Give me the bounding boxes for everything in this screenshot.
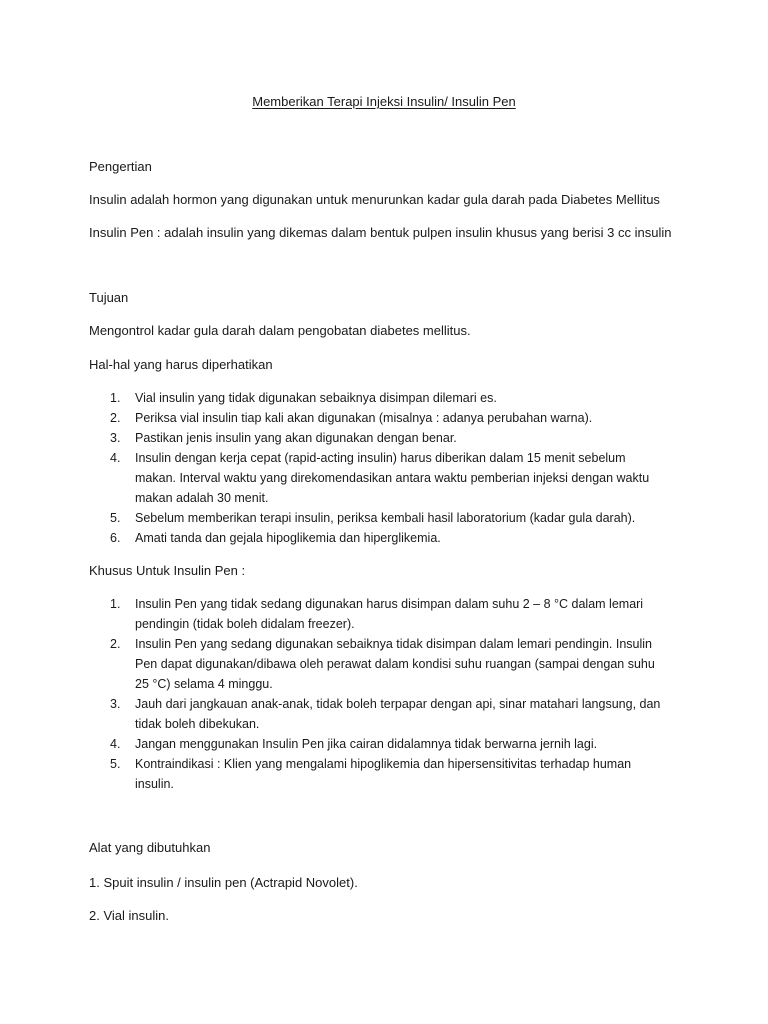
list-item bbox=[110, 754, 670, 794]
list-item-text: Amati tanda dan gejala hipoglikemia dan hiperglikemia. bbox=[135, 531, 441, 545]
list-item-text: Insulin Pen yang tidak sedang digunakan harus disimpan dalam suhu 2 – 8 °C dalam lemari pendingin (tidak boleh didalam freezer). bbox=[135, 597, 644, 631]
list-item bbox=[110, 594, 670, 634]
list-item-number: 1. bbox=[110, 597, 121, 611]
list-item bbox=[110, 508, 670, 528]
hal-hal-heading: Hal-hal yang harus diperhatikan bbox=[89, 357, 273, 372]
khusus-list bbox=[110, 594, 670, 794]
list-item-number: 1. bbox=[110, 391, 121, 405]
list-item-number: 5. bbox=[110, 757, 121, 771]
list-item-text: Pastikan jenis insulin yang akan digunakan dengan benar. bbox=[135, 431, 457, 445]
list-item bbox=[110, 408, 670, 428]
list-item-number: 3. bbox=[110, 431, 121, 445]
list-item-text: Jangan menggunakan Insulin Pen jika cairan didalamnya tidak berwarna jernih lagi. bbox=[135, 737, 598, 751]
list-item-number: 5. bbox=[110, 511, 121, 525]
list-item bbox=[110, 388, 670, 408]
pengertian-line-2: Insulin Pen : adalah insulin yang dikemas dalam bentuk pulpen insulin khusus yang berisi 3 cc insulin bbox=[89, 225, 672, 240]
list-item-text: Insulin dengan kerja cepat (rapid-acting insulin) harus diberikan dalam 15 menit sebelum makan. Interval waktu yang direkomendasikan antara waktu pemberian injeksi dengan waktu makan adalah 30 menit. bbox=[135, 451, 650, 505]
list-item bbox=[110, 528, 670, 548]
tujuan-heading: Tujuan bbox=[89, 290, 129, 305]
list-item-text: Periksa vial insulin tiap kali akan digunakan (misalnya : adanya perubahan warna). bbox=[135, 411, 593, 425]
list-item-text: Jauh dari jangkauan anak-anak, tidak boleh terpapar dengan api, sinar matahari langsung, dan tidak boleh dibekukan. bbox=[135, 697, 661, 731]
list-item-number: 4. bbox=[110, 737, 121, 751]
alat-item-2: 2. Vial insulin. bbox=[89, 908, 169, 923]
pengertian-heading: Pengertian bbox=[89, 159, 152, 174]
list-item-text: Sebelum memberikan terapi insulin, periksa kembali hasil laboratorium (kadar gula darah). bbox=[135, 511, 636, 525]
hal-hal-list bbox=[110, 388, 670, 548]
list-item-number: 2. bbox=[110, 637, 121, 651]
list-item bbox=[110, 734, 670, 754]
list-item bbox=[110, 694, 670, 734]
list-item bbox=[110, 448, 670, 508]
document-title: Memberikan Terapi Injeksi Insulin/ Insulin Pen bbox=[252, 94, 516, 109]
pengertian-line-1: Insulin adalah hormon yang digunakan untuk menurunkan kadar gula darah pada Diabetes Mellitus bbox=[89, 192, 660, 207]
alat-item-1: 1. Spuit insulin / insulin pen (Actrapid Novolet). bbox=[89, 875, 358, 890]
list-item-number: 6. bbox=[110, 531, 121, 545]
list-item-number: 2. bbox=[110, 411, 121, 425]
list-item-text: Insulin Pen yang sedang digunakan sebaiknya tidak disimpan dalam lemari pendingin. Insulin Pen dapat digunakan/dibawa oleh perawat dalam kondisi suhu ruangan (sampai dengan suhu 25 °C) selama 4 minggu. bbox=[135, 637, 655, 691]
list-item-number: 3. bbox=[110, 697, 121, 711]
list-item-number: 4. bbox=[110, 451, 121, 465]
list-item bbox=[110, 428, 670, 448]
alat-heading: Alat yang dibutuhkan bbox=[89, 840, 211, 855]
tujuan-text: Mengontrol kadar gula darah dalam pengobatan diabetes mellitus. bbox=[89, 323, 471, 338]
list-item-text: Kontraindikasi : Klien yang mengalami hipoglikemia dan hipersensitivitas terhadap human insulin. bbox=[135, 757, 632, 791]
list-item bbox=[110, 634, 670, 694]
khusus-heading: Khusus Untuk Insulin Pen : bbox=[89, 563, 246, 578]
list-item-text: Vial insulin yang tidak digunakan sebaiknya disimpan dilemari es. bbox=[135, 391, 497, 405]
